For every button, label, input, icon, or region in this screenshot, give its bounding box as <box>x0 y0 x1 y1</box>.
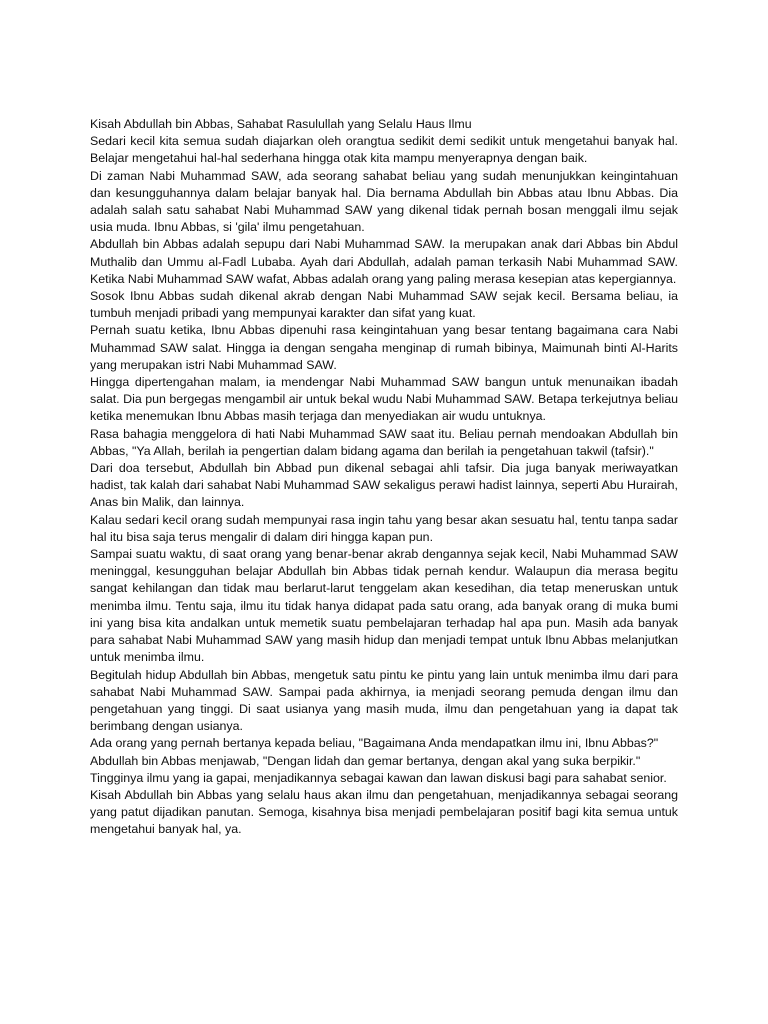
paragraph: Rasa bahagia menggelora di hati Nabi Muhammad SAW saat itu. Beliau pernah mendoakan Abdullah bin Abbas, "Ya Allah, berilah ia pengertian dalam bidang agama dan berilah ia pengetahuan takwil (tafsir)." <box>90 426 678 458</box>
paragraph: Begitulah hidup Abdullah bin Abbas, mengetuk satu pintu ke pintu yang lain untuk menimba ilmu dari para sahabat Nabi Muhammad SAW. Sampai pada akhirnya, ia menjadi seorang pemuda dengan ilmu dan pengetahuan yang tinggi. Di saat usianya yang masih muda, ilmu dan pengetahuan yang ia dapat tak berimbang dengan usianya. <box>90 667 678 734</box>
paragraph: Sedari kecil kita semua sudah diajarkan oleh orangtua sedikit demi sedikit untuk mengetahui banyak hal. Belajar mengetahui hal-hal sederhana hingga otak kita mampu menyerapnya dengan baik. <box>90 134 678 166</box>
article-body <box>90 116 678 839</box>
article-title: Kisah Abdullah bin Abbas, Sahabat Rasulullah yang Selalu Haus Ilmu <box>90 117 472 131</box>
paragraph: Abdullah bin Abbas adalah sepupu dari Nabi Muhammad SAW. Ia merupakan anak dari Abbas bin Abdul Muthalib dan Ummu al-Fadl Lubaba. Ayah dari Abdullah, adalah paman terkasih Nabi Muhammad SAW. Ketika Nabi Muhammad SAW wafat, Abbas adalah orang yang paling merasa kesepian atas kepergiannya. <box>90 237 678 286</box>
paragraph: Di zaman Nabi Muhammad SAW, ada seorang sahabat beliau yang sudah menunjukkan keingintahuan dan kesungguhannya dalam belajar banyak hal. Dia bernama Abdullah bin Abbas atau Ibnu Abbas. Dia adalah salah satu sahabat Nabi Muhammad SAW yang dikenal tidak pernah bosan menggali ilmu sejak usia muda. Ibnu Abbas, si 'gila' ilmu pengetahuan. <box>90 168 678 235</box>
paragraph: Ada orang yang pernah bertanya kepada beliau, "Bagaimana Anda mendapatkan ilmu ini, Ibnu Abbas?" <box>90 736 659 751</box>
paragraph: Kalau sedari kecil orang sudah mempunyai rasa ingin tahu yang besar akan sesuatu hal, tentu tanpa sadar hal itu bisa saja terus mengalir di dalam diri hingga kapan pun. <box>90 512 678 544</box>
paragraph: Abdullah bin Abbas menjawab, "Dengan lidah dan gemar bertanya, dengan akal yang suka berpikir." <box>90 753 641 768</box>
paragraph: Pernah suatu ketika, Ibnu Abbas dipenuhi rasa keingintahuan yang besar tentang bagaimana cara Nabi Muhammad SAW salat. Hingga ia dengan sengaha menginap di rumah bibinya, Maimunah binti Al-Harits yang merupakan istri Nabi Muhammad SAW. <box>90 323 678 372</box>
paragraph: Tingginya ilmu yang ia gapai, menjadikannya sebagai kawan dan lawan diskusi bagi para sahabat senior. <box>90 770 667 785</box>
paragraph: Kisah Abdullah bin Abbas yang selalu haus akan ilmu dan pengetahuan, menjadikannya sebagai seorang yang patut dijadikan panutan. Semoga, kisahnya bisa menjadi pembelajaran positif bagi kita semua untuk mengetahui banyak hal, ya. <box>90 787 678 837</box>
paragraph: Sampai suatu waktu, di saat orang yang benar-benar akrab dengannya sejak kecil, Nabi Muhammad SAW meninggal, kesungguhan belajar Abdullah bin Abbas tidak pernah kendur. Walaupun dia merasa begitu sangat kehilangan dan tidak mau berlarut-larut tenggelam akan kesedihan, dia tetap meneruskan untuk menimba ilmu. Tentu saja, ilmu itu tidak hanya didapat pada satu orang, ada banyak orang di muka bumi ini yang bisa kita andalkan untuk memetik suatu pembelajaran terhadap hal apa pun. Masih ada banyak para sahabat Nabi Muhammad SAW yang masih hidup dan menjadi tempat untuk Ibnu Abbas melanjutkan untuk menimba ilmu. <box>90 547 678 665</box>
paragraph: Hingga dipertengahan malam, ia mendengar Nabi Muhammad SAW bangun untuk menunaikan ibadah salat. Dia pun bergegas mengambil air untuk bekal wudu Nabi Muhammad SAW. Betapa terkejutnya beliau ketika menemukan Ibnu Abbas masih terjaga dan menyediakan air wudu untuknya. <box>90 375 678 424</box>
paragraph: Sosok Ibnu Abbas sudah dikenal akrab dengan Nabi Muhammad SAW sejak kecil. Bersama beliau, ia tumbuh menjadi pribadi yang mempunyai karakter dan sifat yang kuat. <box>90 289 678 321</box>
paragraph: Dari doa tersebut, Abdullah bin Abbad pun dikenal sebagai ahli tafsir. Dia juga banyak meriwayatkan hadist, tak kalah dari sahabat Nabi Muhammad SAW sekaligus perawi hadist lainnya, seperti Abu Hurairah, Anas bin Malik, dan lainnya. <box>90 461 678 510</box>
